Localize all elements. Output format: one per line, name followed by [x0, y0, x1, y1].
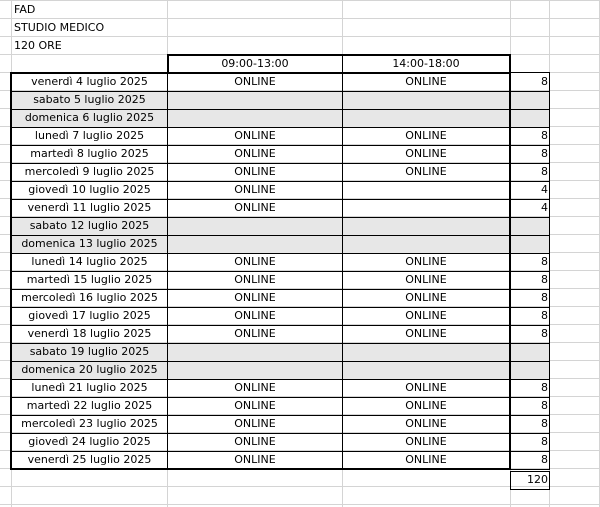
afternoon-cell[interactable]: ONLINE — [405, 453, 447, 466]
date-cell[interactable]: giovedì 17 luglio 2025 — [28, 309, 151, 322]
date-cell[interactable]: venerdì 4 luglio 2025 — [31, 75, 148, 88]
date-cell[interactable]: domenica 13 luglio 2025 — [11, 235, 168, 253]
afternoon-cell[interactable]: ONLINE — [405, 255, 447, 268]
date-cell[interactable]: giovedì 10 luglio 2025 — [28, 183, 151, 196]
morning-cell[interactable] — [168, 109, 342, 127]
date-cell[interactable]: mercoledì 23 luglio 2025 — [21, 417, 158, 430]
column-header-morning[interactable]: 09:00-13:00 — [221, 57, 289, 70]
column-header-afternoon[interactable]: 14:00-18:00 — [392, 57, 460, 70]
morning-cell[interactable] — [168, 235, 342, 253]
afternoon-cell[interactable] — [342, 199, 510, 217]
hours-cell[interactable] — [510, 91, 549, 109]
hours-cell[interactable]: 4 — [541, 183, 548, 196]
hours-cell[interactable] — [510, 109, 549, 127]
afternoon-cell[interactable]: ONLINE — [405, 435, 447, 448]
afternoon-cell[interactable]: ONLINE — [405, 165, 447, 178]
date-cell[interactable]: lunedì 21 luglio 2025 — [31, 381, 148, 394]
afternoon-cell[interactable]: ONLINE — [405, 273, 447, 286]
hours-cell[interactable]: 8 — [541, 435, 548, 448]
afternoon-cell[interactable]: ONLINE — [405, 75, 447, 88]
date-cell[interactable]: domenica 6 luglio 2025 — [11, 109, 168, 127]
morning-cell[interactable] — [168, 91, 342, 109]
hours-cell[interactable]: 8 — [541, 453, 548, 466]
date-cell[interactable]: mercoledì 9 luglio 2025 — [24, 165, 155, 178]
hours-cell[interactable]: 8 — [541, 291, 548, 304]
hours-cell[interactable] — [510, 235, 549, 253]
afternoon-cell[interactable]: ONLINE — [405, 417, 447, 430]
hours-cell[interactable]: 8 — [541, 165, 548, 178]
morning-cell[interactable]: ONLINE — [234, 291, 276, 304]
date-cell[interactable]: martedì 15 luglio 2025 — [26, 273, 153, 286]
afternoon-cell[interactable] — [342, 343, 510, 361]
morning-cell[interactable]: ONLINE — [234, 381, 276, 394]
date-cell[interactable]: lunedì 14 luglio 2025 — [31, 255, 148, 268]
afternoon-cell[interactable] — [342, 217, 510, 235]
date-cell[interactable]: venerdì 11 luglio 2025 — [27, 201, 152, 214]
hours-cell[interactable]: 8 — [541, 417, 548, 430]
afternoon-cell[interactable]: ONLINE — [405, 327, 447, 340]
hours-cell[interactable] — [510, 361, 549, 379]
morning-cell[interactable]: ONLINE — [234, 435, 276, 448]
date-cell[interactable]: venerdì 18 luglio 2025 — [27, 327, 152, 340]
hours-cell[interactable]: 8 — [541, 273, 548, 286]
date-cell[interactable]: lunedì 7 luglio 2025 — [34, 129, 145, 142]
date-cell[interactable]: martedì 22 luglio 2025 — [26, 399, 153, 412]
morning-cell[interactable] — [168, 343, 342, 361]
morning-cell[interactable]: ONLINE — [234, 255, 276, 268]
morning-cell[interactable]: ONLINE — [234, 201, 276, 214]
hours-cell[interactable]: 8 — [541, 147, 548, 160]
hours-cell[interactable]: 8 — [541, 399, 548, 412]
morning-cell[interactable]: ONLINE — [234, 183, 276, 196]
date-cell[interactable]: sabato 12 luglio 2025 — [11, 217, 168, 235]
header-line-studio[interactable]: STUDIO MEDICO — [14, 21, 105, 34]
header-line-hours[interactable]: 120 ORE — [14, 39, 62, 52]
hours-cell[interactable] — [510, 343, 549, 361]
morning-cell[interactable]: ONLINE — [234, 129, 276, 142]
morning-cell[interactable] — [168, 217, 342, 235]
morning-cell[interactable]: ONLINE — [234, 399, 276, 412]
morning-cell[interactable]: ONLINE — [234, 75, 276, 88]
morning-cell[interactable]: ONLINE — [234, 147, 276, 160]
hours-cell[interactable] — [510, 217, 549, 235]
header-line-fad[interactable]: FAD — [14, 3, 36, 16]
date-cell[interactable]: sabato 5 luglio 2025 — [11, 91, 168, 109]
afternoon-cell[interactable] — [342, 91, 510, 109]
morning-cell[interactable]: ONLINE — [234, 165, 276, 178]
afternoon-cell[interactable]: ONLINE — [405, 399, 447, 412]
afternoon-cell[interactable] — [342, 181, 510, 199]
hours-cell[interactable]: 8 — [541, 309, 548, 322]
morning-cell[interactable] — [168, 361, 342, 379]
date-cell[interactable]: sabato 19 luglio 2025 — [11, 343, 168, 361]
afternoon-cell[interactable]: ONLINE — [405, 381, 447, 394]
afternoon-cell[interactable] — [342, 109, 510, 127]
morning-cell[interactable]: ONLINE — [234, 453, 276, 466]
afternoon-cell[interactable]: ONLINE — [405, 291, 447, 304]
date-cell[interactable]: domenica 20 luglio 2025 — [11, 361, 168, 379]
afternoon-cell[interactable] — [342, 235, 510, 253]
afternoon-cell[interactable]: ONLINE — [405, 129, 447, 142]
afternoon-cell[interactable]: ONLINE — [405, 147, 447, 160]
morning-cell[interactable]: ONLINE — [234, 273, 276, 286]
afternoon-cell[interactable]: ONLINE — [405, 309, 447, 322]
date-cell[interactable]: venerdì 25 luglio 2025 — [27, 453, 152, 466]
morning-cell[interactable]: ONLINE — [234, 417, 276, 430]
hours-cell[interactable]: 8 — [541, 327, 548, 340]
morning-cell[interactable]: ONLINE — [234, 309, 276, 322]
hours-cell[interactable]: 8 — [541, 129, 548, 142]
afternoon-cell[interactable] — [342, 361, 510, 379]
hours-cell[interactable]: 4 — [541, 201, 548, 214]
date-cell[interactable]: mercoledì 16 luglio 2025 — [21, 291, 158, 304]
hours-cell[interactable]: 8 — [541, 75, 548, 88]
total-hours-cell[interactable]: 120 — [527, 473, 548, 486]
hours-cell[interactable]: 8 — [541, 255, 548, 268]
date-cell[interactable]: martedì 8 luglio 2025 — [30, 147, 149, 160]
hours-cell[interactable]: 8 — [541, 381, 548, 394]
morning-cell[interactable]: ONLINE — [234, 327, 276, 340]
date-cell[interactable]: giovedì 24 luglio 2025 — [28, 435, 151, 448]
